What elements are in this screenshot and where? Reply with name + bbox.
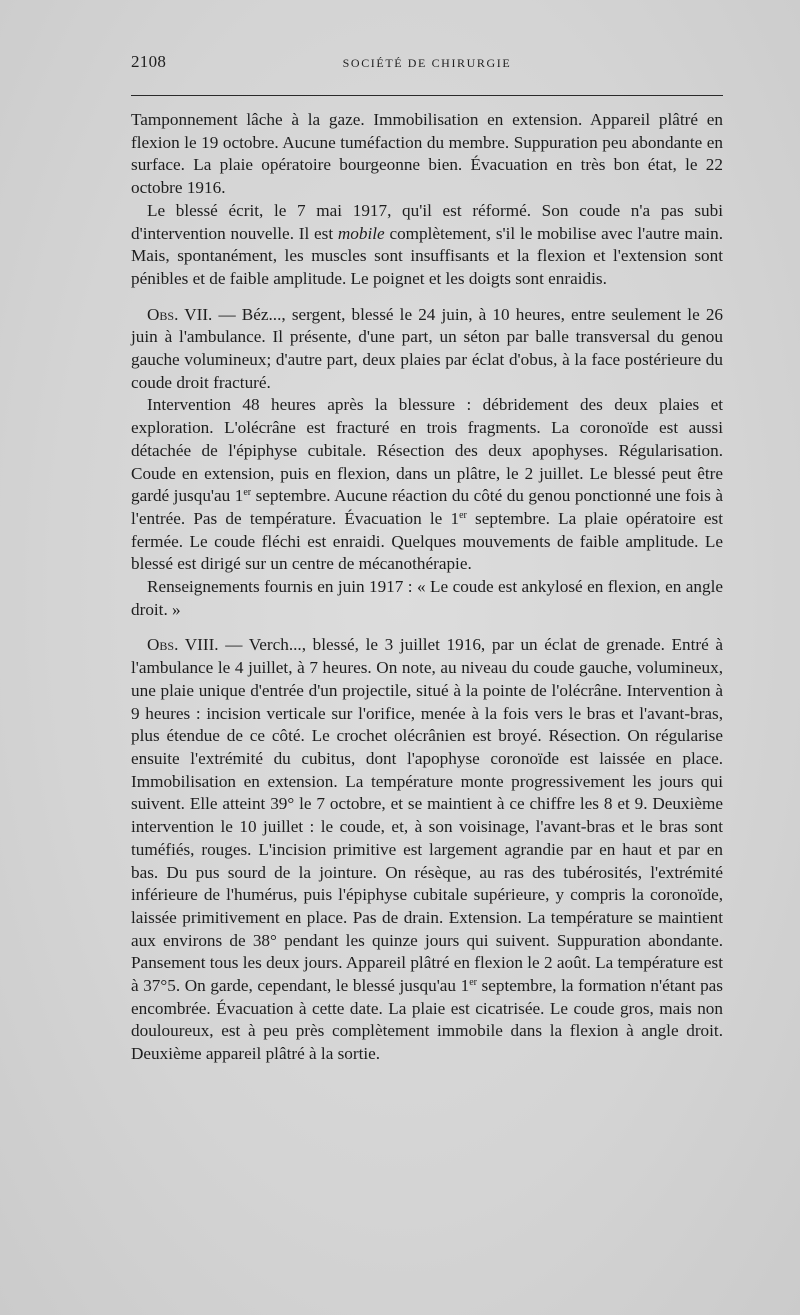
paragraph-text: Tamponnement lâche à la gaze. Immobilisation en extension. Appareil plâtré en flexion le 19 octobre. Aucune tuméfaction du membre. Suppuration peu abondante en surface. La plaie opératoire bourgeonne bien. Évacuation en très bon état, le 22 octobre 1916. xyxy=(131,110,723,198)
superscript: er xyxy=(243,487,252,499)
observation-label: Obs. VII. xyxy=(147,304,213,324)
text-run: — Verch..., blessé, le 3 juillet 1916, par un éclat de grenade. Entré à l'ambulance le 4 juillet, à 7 heures. On note, au niveau du coude gauche, volumineux, une plaie unique d'entrée d'un projectile, situé à la pointe de l'olécrâne. Intervention à 9 heures : incision verticale sur l'orifice, menée à la fois vers le bras et l'avant-bras, plus étendue de ce côté. Le crochet olécrânien est broyé. Résection. On régularise ensuite l'extrémité du cubitus, dont l'apophyse coronoïde est laissée en place. Immobilisation en extension. La température monte progressivement les jours qui suivent. Elle atteint 39° le 7 octobre, et se maintient à ce chiffre les 8 et 9. Deuxième intervention le 10 juillet : le coude, et, à son voisinage, l'avant-bras et le bras sont tuméfiés, rouges. L'incision primitive est largement agrandie par en haut et par en bas. Du pus sourd de la jointure. On résèque, au ras des tubérosités, l'extrémité inférieure de l'humérus, puis l'épiphyse cubitale supérieure, y compris la coronoïde, laissée primitivement en place. Pas de drain. Extension. La température se maintient aux environs de 38° pendant les quinze jours qui suivent. Suppuration abondante. Pansement tous les deux jours. Appareil plâtré en flexion le 2 août. La température est à 37°5. On garde, cependant, le blessé jusqu'au 1 xyxy=(131,635,723,996)
page-number: 2108 xyxy=(131,52,167,71)
text-run: septembre. Aucune réaction du côté du genou ponctionné une fois à l'entrée. Pas de température. Évacuation le 1 xyxy=(131,486,723,528)
paragraph-follow-up xyxy=(131,576,723,621)
page-header xyxy=(131,52,723,76)
text-run: — Béz..., sergent, blessé le 24 juin, à 10 heures, entre seulement le 26 juin à l'ambulance. Il présente, d'une part, un séton par balle transversal du genou gauche volumineux; d'autre part, deux plaies par éclat d'obus, à la face postérieure du coude droit fracturé. xyxy=(131,304,724,392)
text-run: Le blessé écrit, le 7 mai 1917, qu'il est réformé. Son coude n'a pas subi d'intervention nouvelle. Il est xyxy=(131,200,723,243)
paragraph-continuation xyxy=(131,109,723,200)
superscript: er xyxy=(459,509,467,521)
superscript: er xyxy=(469,977,477,989)
italic-word: mobile xyxy=(337,223,385,243)
body-text xyxy=(131,109,723,1066)
observation-label: Obs. VIII. xyxy=(147,635,219,655)
observation-7 xyxy=(131,304,723,395)
paragraph-patient-letter xyxy=(131,200,723,291)
running-title: SOCIÉTÉ DE CHIRURGIE xyxy=(342,56,512,70)
text-run: Intervention 48 heures après la blessure : débridement des deux plaies et exploration. L'olécrâne est fracturé en trois fragments. La coronoïde est aussi détachée de l'épiphyse cubitale. Résection des deux apophyses. Régularisation. Coude en extension, puis en flexion, dans un plâtre, le 2 juillet. Le blessé peut être gardé jusqu'au 1 xyxy=(131,395,723,506)
observation-8 xyxy=(131,634,723,1065)
paragraph-intervention xyxy=(131,394,723,576)
header-rule xyxy=(131,95,723,96)
text-run: complètement, s'il le mobilise avec l'autre main. Mais, spontanément, les muscles sont insuffisants et la flexion et l'extension sont pénibles et de faible amplitude. Le poignet et les doigts sont enraidis. xyxy=(131,223,724,288)
text-run: septembre, la formation n'étant pas encombrée. Évacuation à cette date. La plaie est cicatrisée. Le coude gros, mais non douloureux, est à peu près complètement immobile dans la flexion à angle droit. Deuxième appareil plâtré à la sortie. xyxy=(131,976,723,1064)
text-run: septembre. La plaie opératoire est fermée. Le coude fléchi est enraidi. Quelques mouvements de faible amplitude. Le blessé est dirigé sur un centre de mécanothérapie. xyxy=(131,508,724,574)
paragraph-text: Renseignements fournis en juin 1917 : « Le coude est ankylosé en flexion, en angle droit. » xyxy=(131,577,723,619)
